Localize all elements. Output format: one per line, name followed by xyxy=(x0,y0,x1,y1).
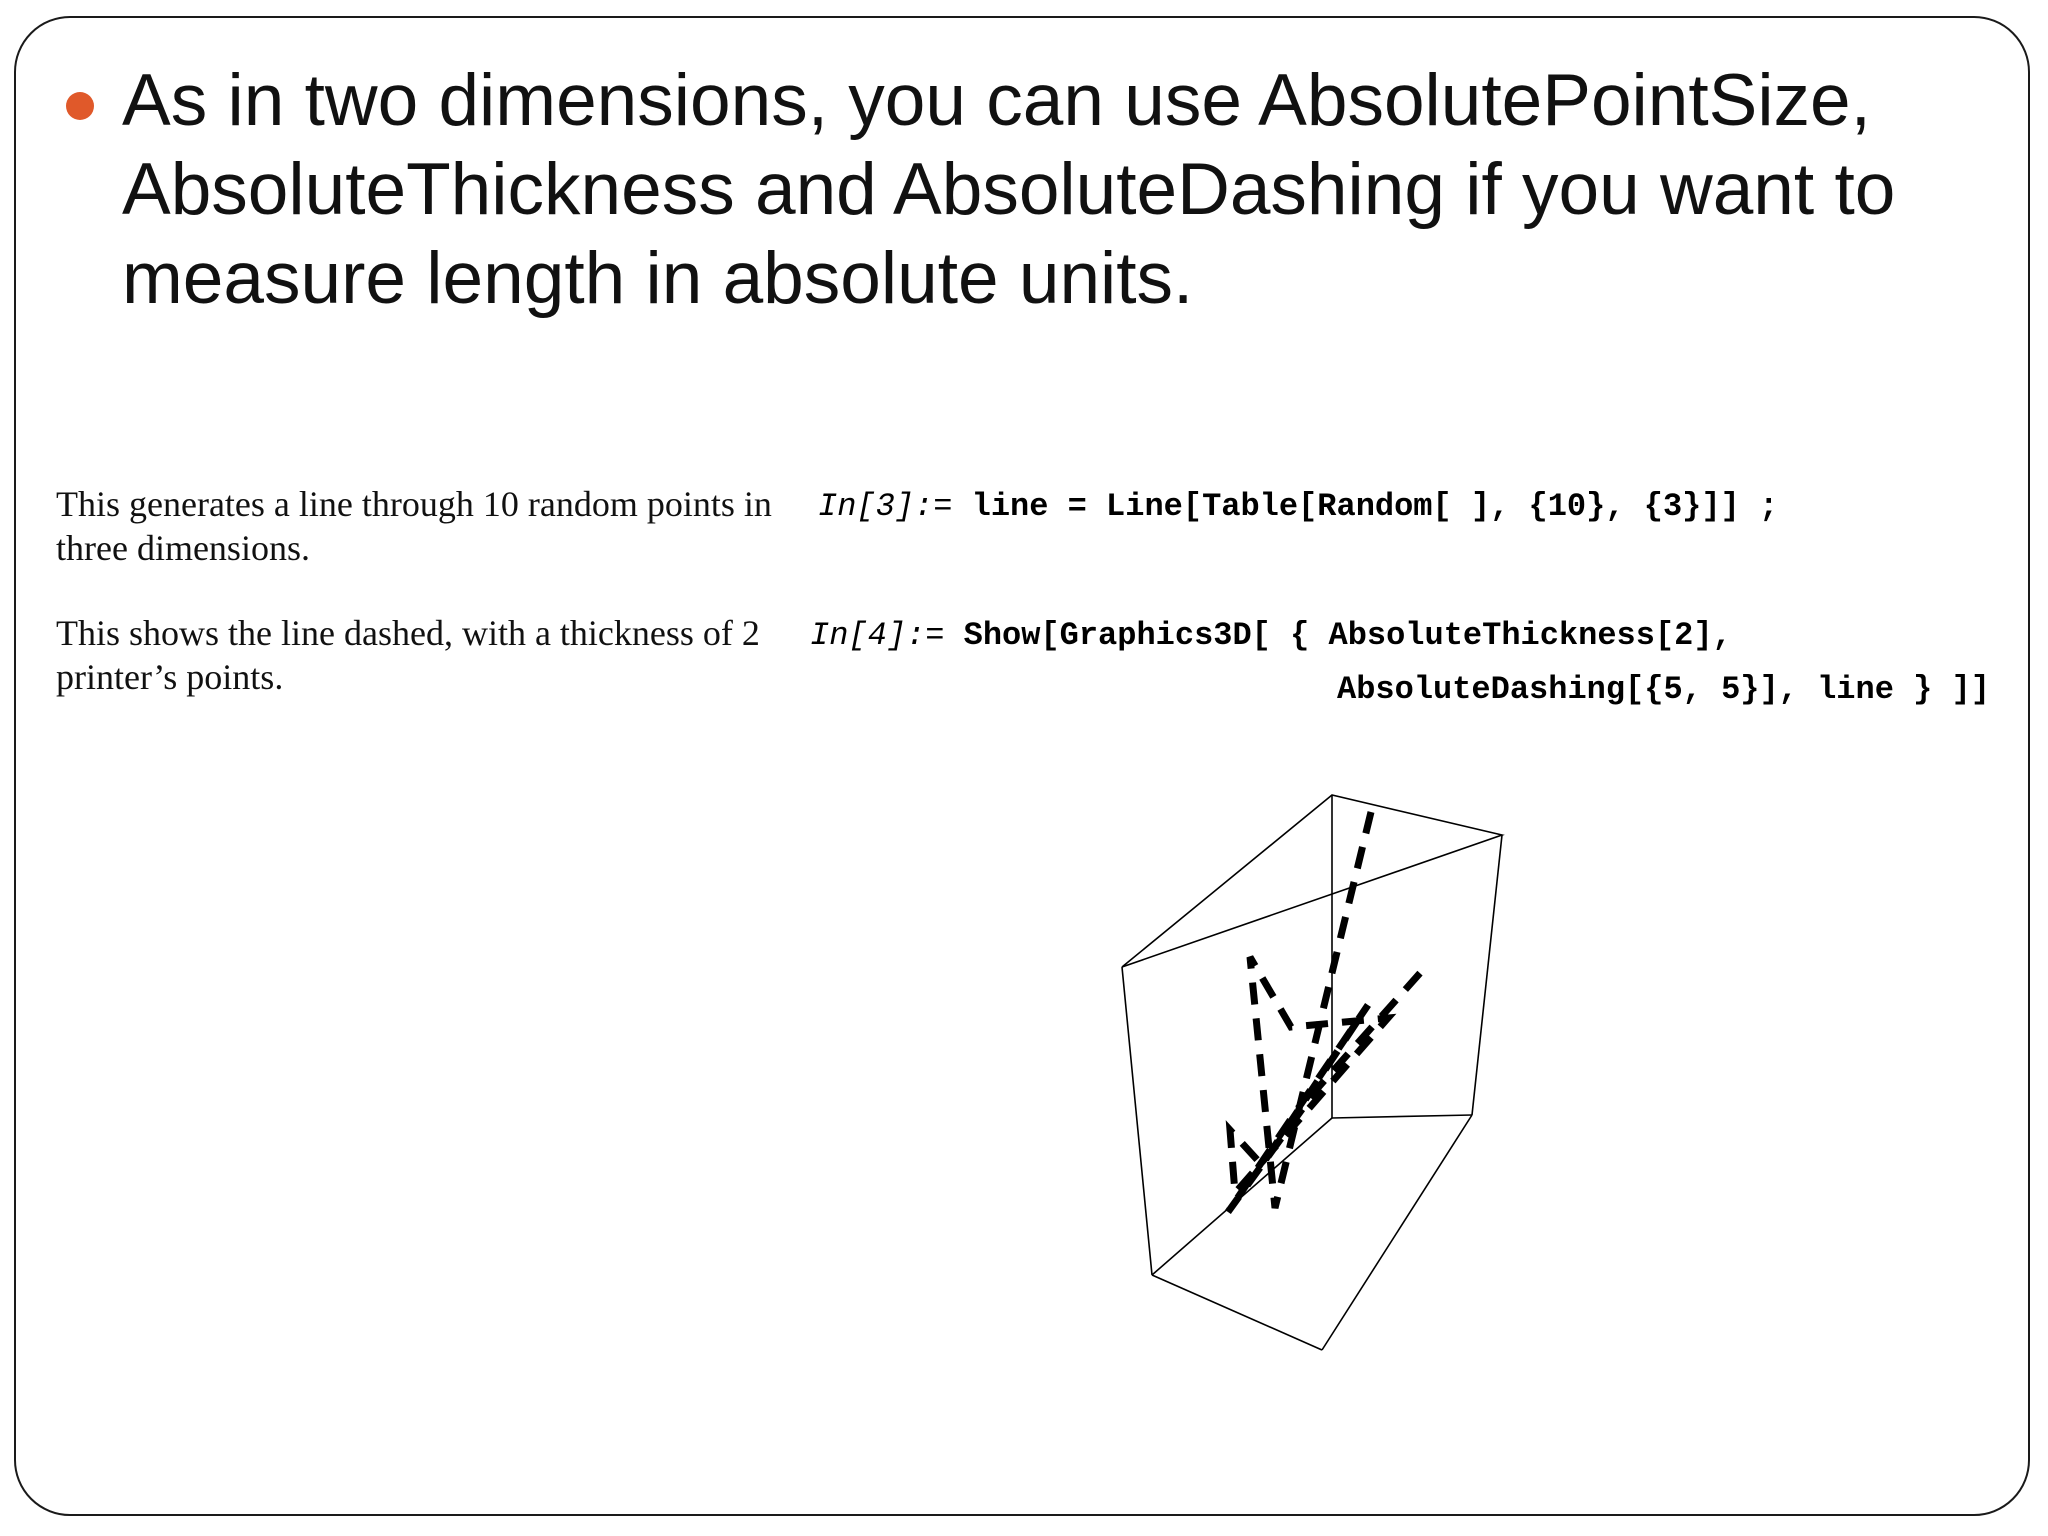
example-2-description: This shows the line dashed, with a thickness of 2 printer’s points. xyxy=(56,613,760,697)
example-2-code xyxy=(810,616,1732,656)
example-1-description: This generates a line through 10 random points in three dimensions. xyxy=(56,484,772,568)
dashed-random-line xyxy=(1228,812,1429,1212)
example-1-code-text: line = Line[Table[Random[ ], {10}, {3}]] ; xyxy=(971,488,1779,525)
example-1-code xyxy=(818,487,1778,527)
bounding-box xyxy=(1122,795,1502,1350)
example-2-code-text: Show[Graphics3D[ { AbsoluteThickness[2], xyxy=(963,617,1732,654)
example-2-prompt: In[4]:= xyxy=(810,617,964,654)
bullet-dot-icon xyxy=(66,92,94,120)
graphics3d-plot xyxy=(1090,780,1550,1360)
bullet-text: As in two dimensions, you can use AbsolutePointSize, AbsoluteThickness and AbsoluteDashing if you want to measure length in absolute units. xyxy=(122,60,1896,319)
example-2-code-continuation: AbsoluteDashing[{5, 5}], line } ]] xyxy=(1337,671,1990,708)
example-1-prompt: In[3]:= xyxy=(818,488,972,525)
box-top-face xyxy=(1122,795,1502,967)
